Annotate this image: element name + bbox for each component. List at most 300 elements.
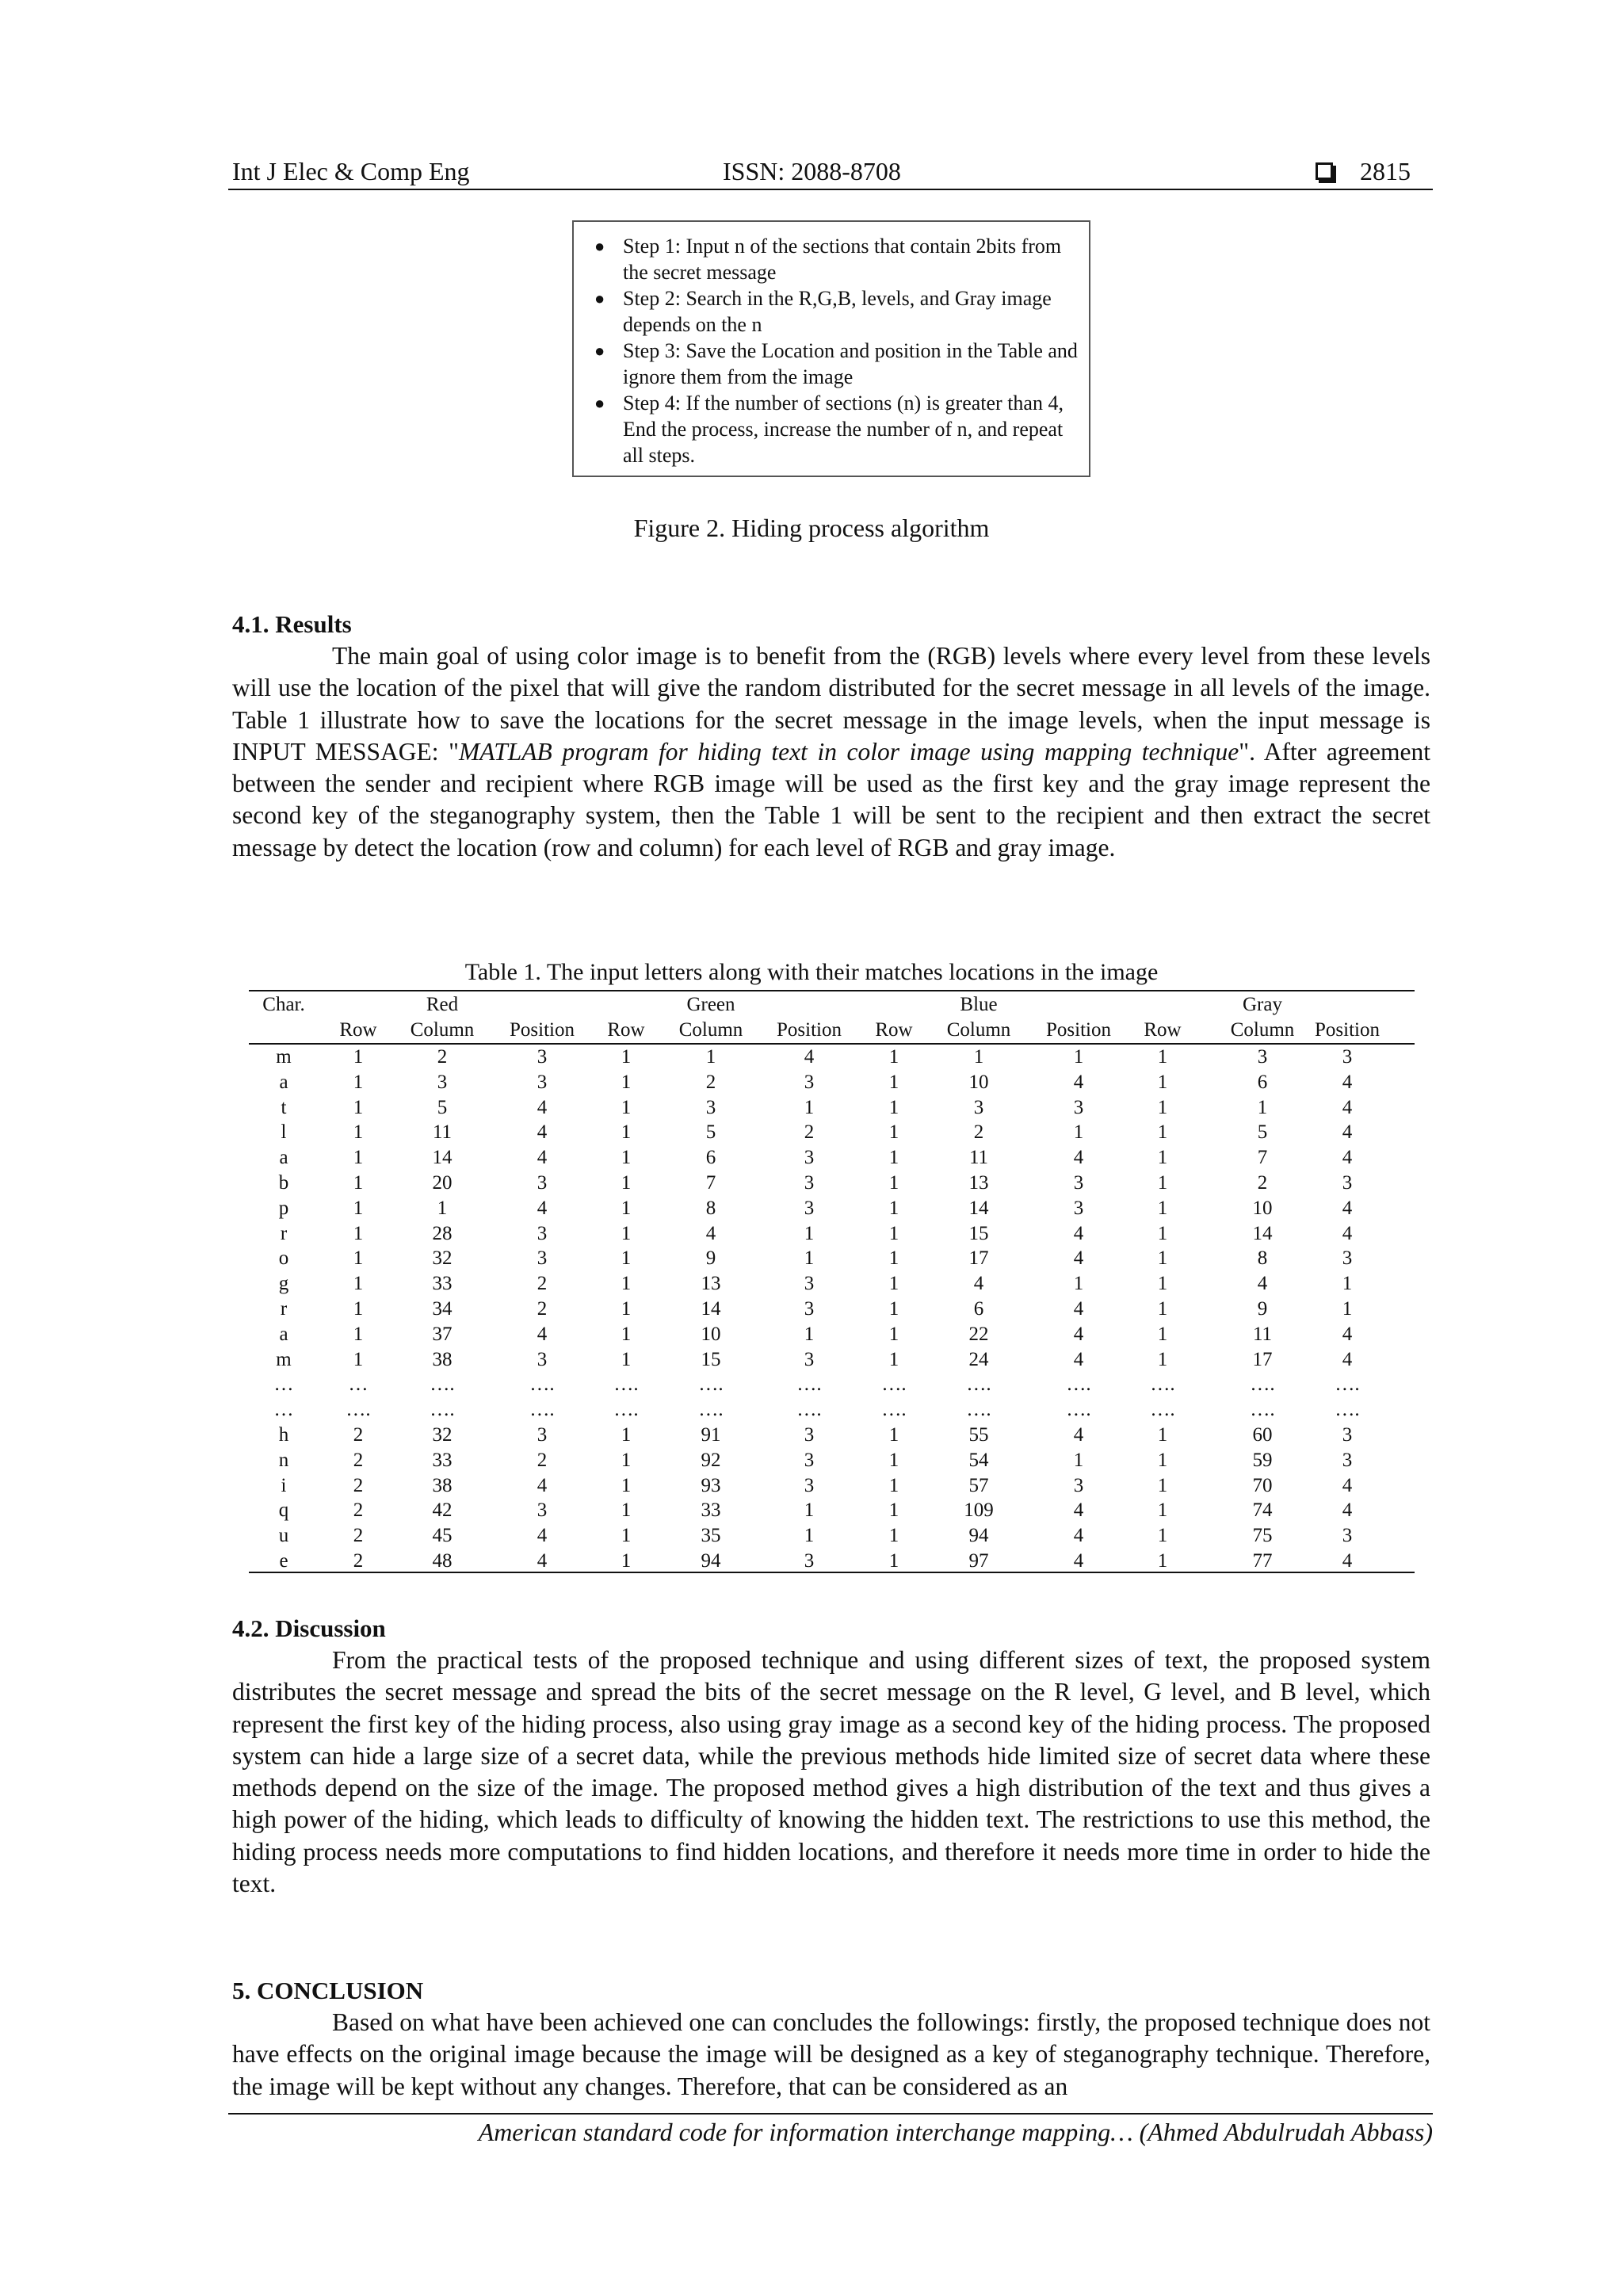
table-char-cell: m bbox=[276, 1348, 292, 1370]
table-cell: 1 bbox=[1157, 1424, 1168, 1446]
table-cell: …. bbox=[529, 1399, 555, 1421]
table-cell: 4 bbox=[537, 1550, 548, 1572]
table-char-cell: i bbox=[281, 1474, 287, 1496]
table-char-cell: l bbox=[281, 1121, 287, 1144]
table-cell: 6 bbox=[973, 1298, 984, 1320]
table-cell: 1 bbox=[353, 1247, 364, 1270]
table-cell: 3 bbox=[804, 1071, 815, 1093]
table-cell: 1 bbox=[1342, 1273, 1353, 1295]
table-cell: 1 bbox=[804, 1323, 815, 1345]
table-cell: 15 bbox=[701, 1348, 721, 1370]
algorithm-step bbox=[588, 285, 1078, 338]
table-cell: 3 bbox=[804, 1298, 815, 1320]
table-cell: 1 bbox=[888, 1474, 899, 1496]
table-cell: 34 bbox=[432, 1298, 453, 1320]
table-cell: 1 bbox=[888, 1424, 899, 1446]
table-cell: 1 bbox=[621, 1071, 632, 1093]
table-char-cell: u bbox=[278, 1525, 289, 1547]
table-cell: 4 bbox=[1342, 1323, 1353, 1345]
discussion-heading: 4.2. Discussion bbox=[232, 1614, 386, 1642]
table-cell: 4 bbox=[705, 1222, 716, 1244]
page-number-group bbox=[1316, 155, 1411, 187]
table-cell: 3 bbox=[1342, 1247, 1353, 1270]
table-cell: 3 bbox=[804, 1172, 815, 1194]
table-cell: 91 bbox=[701, 1424, 721, 1446]
table-cell: 2 bbox=[353, 1424, 364, 1446]
table-cell: 1 bbox=[621, 1222, 632, 1244]
table-cell: 14 bbox=[432, 1147, 453, 1169]
table-cell: 3 bbox=[537, 1499, 548, 1522]
table-char-cell: a bbox=[279, 1323, 288, 1345]
table-cell: 2 bbox=[353, 1449, 364, 1471]
table-cell: 1 bbox=[353, 1096, 364, 1118]
table-cell: 1 bbox=[1073, 1273, 1084, 1295]
results-text-end: ". After agreement between the sender and recipient where RGB image will be used as the first key and the gray image represent the second key of the steganography system, then the Table 1 will be sent to the recipient and then extract the secret message by detect the location (row and column) for each level of RGB and gray image. bbox=[232, 737, 1430, 861]
footer-rule bbox=[228, 2113, 1433, 2115]
table-cell: 1 bbox=[888, 1046, 899, 1068]
table-cell: 1 bbox=[705, 1046, 716, 1068]
header-rule bbox=[228, 189, 1433, 190]
table-cell: …. bbox=[1150, 1399, 1175, 1421]
algorithm-step bbox=[588, 233, 1078, 285]
group-header-green: Green bbox=[686, 994, 735, 1015]
bullet-icon: ● bbox=[594, 236, 605, 256]
table-cell: 2 bbox=[804, 1121, 815, 1144]
column-header-position: Position bbox=[1046, 1019, 1111, 1041]
table-cell: 1 bbox=[621, 1046, 632, 1068]
group-header-blue: Blue bbox=[960, 994, 998, 1015]
table-cell: 3 bbox=[1257, 1046, 1268, 1068]
table-cell: 1 bbox=[353, 1046, 364, 1068]
algorithm-step bbox=[588, 338, 1078, 390]
column-header-column: Column bbox=[678, 1019, 743, 1041]
table-cell: 3 bbox=[804, 1474, 815, 1496]
table-cell: 2 bbox=[353, 1550, 364, 1572]
table-cell: 93 bbox=[701, 1474, 721, 1496]
table-cell: 3 bbox=[804, 1197, 815, 1219]
table-top-rule bbox=[249, 990, 1415, 991]
table-cell: …. bbox=[881, 1399, 907, 1421]
column-header-row: Row bbox=[607, 1019, 645, 1041]
table-cell: 33 bbox=[701, 1499, 721, 1522]
table-cell: …. bbox=[1066, 1373, 1091, 1396]
step-text: Step 2: Search in the R,G,B, levels, and Gray image depends on the n bbox=[623, 287, 1052, 336]
table-cell: 9 bbox=[1257, 1298, 1268, 1320]
table-cell: 24 bbox=[968, 1348, 989, 1370]
table-cell: 4 bbox=[537, 1323, 548, 1345]
table-cell: 1 bbox=[1157, 1096, 1168, 1118]
table-cell: 1 bbox=[1157, 1197, 1168, 1219]
column-header-column: Column bbox=[1230, 1019, 1295, 1041]
table-cell: 1 bbox=[621, 1550, 632, 1572]
table-cell: 1 bbox=[804, 1096, 815, 1118]
journal-name: Int J Elec & Comp Eng bbox=[232, 157, 470, 185]
table-cell: 3 bbox=[437, 1071, 448, 1093]
table-cell: …. bbox=[1250, 1373, 1275, 1396]
table-cell: 5 bbox=[437, 1096, 448, 1118]
table-cell: 1 bbox=[1157, 1046, 1168, 1068]
table-cell: 14 bbox=[1252, 1222, 1273, 1244]
table-cell: 1 bbox=[888, 1323, 899, 1345]
table-cell: 11 bbox=[968, 1147, 989, 1169]
table-cell: 1 bbox=[1073, 1121, 1084, 1144]
table-cell: 33 bbox=[432, 1273, 453, 1295]
table-cell: 2 bbox=[353, 1499, 364, 1522]
table-cell: 7 bbox=[1257, 1147, 1268, 1169]
table-cell: 1 bbox=[888, 1096, 899, 1118]
table-cell: 3 bbox=[1342, 1046, 1353, 1068]
table-cell: 1 bbox=[888, 1197, 899, 1219]
table-cell: 3 bbox=[1342, 1172, 1353, 1194]
table-cell: 13 bbox=[968, 1172, 989, 1194]
table-cell: 1 bbox=[353, 1273, 364, 1295]
table-cell: 2 bbox=[1257, 1172, 1268, 1194]
table-cell: 3 bbox=[537, 1046, 548, 1068]
table-cell: 94 bbox=[968, 1525, 989, 1547]
table-char-cell: q bbox=[278, 1499, 289, 1522]
table-char-cell: o bbox=[278, 1247, 289, 1270]
table-char-cell: … bbox=[273, 1399, 294, 1421]
table-char-cell: r bbox=[280, 1222, 288, 1244]
table-char-cell: … bbox=[273, 1373, 294, 1396]
table-char-cell: e bbox=[279, 1550, 288, 1572]
table-cell: 1 bbox=[1157, 1323, 1168, 1345]
table-cell: 2 bbox=[705, 1071, 716, 1093]
group-header-red: Red bbox=[426, 994, 459, 1015]
table-cell: 14 bbox=[701, 1298, 721, 1320]
bullet-icon: ● bbox=[594, 341, 605, 361]
table-cell: 2 bbox=[973, 1121, 984, 1144]
table-cell: 28 bbox=[432, 1222, 453, 1244]
table-cell: 42 bbox=[432, 1499, 453, 1522]
table-cell: 97 bbox=[968, 1550, 989, 1572]
table-cell: 2 bbox=[353, 1525, 364, 1547]
table-cell: 37 bbox=[432, 1323, 453, 1345]
table-cell: 4 bbox=[1342, 1474, 1353, 1496]
table-cell: 2 bbox=[537, 1273, 548, 1295]
table-cell: 7 bbox=[705, 1172, 716, 1194]
table-cell: 10 bbox=[968, 1071, 989, 1093]
table-cell: 4 bbox=[1073, 1550, 1084, 1572]
table-cell: 4 bbox=[537, 1147, 548, 1169]
table-char-cell: b bbox=[278, 1172, 289, 1194]
column-header-position: Position bbox=[1315, 1019, 1380, 1041]
column-header-row: Row bbox=[875, 1019, 913, 1041]
table-cell: 4 bbox=[1073, 1323, 1084, 1345]
table-cell: 4 bbox=[973, 1273, 984, 1295]
table-cell: 2 bbox=[437, 1046, 448, 1068]
table-cell: 1 bbox=[888, 1222, 899, 1244]
table-cell: 94 bbox=[701, 1550, 721, 1572]
table-cell: 1 bbox=[888, 1147, 899, 1169]
table-cell: 32 bbox=[432, 1424, 453, 1446]
table-char-cell: g bbox=[278, 1273, 289, 1295]
table-cell: 1 bbox=[621, 1424, 632, 1446]
table-cell: 4 bbox=[537, 1525, 548, 1547]
table-cell: …. bbox=[698, 1399, 724, 1421]
table-cell: 1 bbox=[621, 1247, 632, 1270]
table-cell: 1 bbox=[888, 1172, 899, 1194]
table-cell: 5 bbox=[705, 1121, 716, 1144]
table-cell: …. bbox=[346, 1399, 371, 1421]
table-cell: 3 bbox=[537, 1222, 548, 1244]
table-cell: 1 bbox=[888, 1550, 899, 1572]
table-char-cell: n bbox=[278, 1449, 289, 1471]
table-cell: 1 bbox=[1157, 1172, 1168, 1194]
table-cell: 1 bbox=[621, 1273, 632, 1295]
table-cell: 3 bbox=[1073, 1096, 1084, 1118]
table-cell: 3 bbox=[1073, 1172, 1084, 1194]
table-cell: 8 bbox=[705, 1197, 716, 1219]
column-header-position: Position bbox=[510, 1019, 575, 1041]
table-cell: 3 bbox=[804, 1348, 815, 1370]
table-char-cell: r bbox=[280, 1298, 288, 1320]
table-cell: 4 bbox=[1073, 1499, 1084, 1522]
table-cell: 2 bbox=[537, 1449, 548, 1471]
table-cell: 1 bbox=[621, 1121, 632, 1144]
issn: ISSN: 2088-8708 bbox=[723, 157, 901, 185]
table-cell: 2 bbox=[353, 1474, 364, 1496]
table-cell: 4 bbox=[804, 1046, 815, 1068]
table-cell: 4 bbox=[1073, 1424, 1084, 1446]
table-cell: 1 bbox=[888, 1449, 899, 1471]
table-cell: 32 bbox=[432, 1247, 453, 1270]
table-cell: 1 bbox=[353, 1298, 364, 1320]
table-cell: 1 bbox=[621, 1298, 632, 1320]
table-cell: 1 bbox=[621, 1147, 632, 1169]
table-cell: 1 bbox=[353, 1323, 364, 1345]
algorithm-steps bbox=[588, 233, 1078, 468]
table-cell: 1 bbox=[888, 1298, 899, 1320]
table-cell: 1 bbox=[888, 1499, 899, 1522]
table-cell: 4 bbox=[537, 1197, 548, 1219]
table-cell: 3 bbox=[537, 1247, 548, 1270]
table-cell: 1 bbox=[1157, 1474, 1168, 1496]
table-char-cell: a bbox=[279, 1071, 288, 1093]
page-number: 2815 bbox=[1360, 157, 1411, 185]
table-cell: …. bbox=[698, 1373, 724, 1396]
table-cell: 1 bbox=[621, 1499, 632, 1522]
table-cell: 4 bbox=[1073, 1147, 1084, 1169]
table-cell: 1 bbox=[621, 1323, 632, 1345]
table-cell: 2 bbox=[537, 1298, 548, 1320]
table-cell: 48 bbox=[432, 1550, 453, 1572]
table-cell: 4 bbox=[537, 1096, 548, 1118]
column-header-row: Row bbox=[1144, 1019, 1182, 1041]
table-cell: …. bbox=[613, 1399, 639, 1421]
table-cell: 10 bbox=[1252, 1197, 1273, 1219]
running-title: American standard code for information interchange mapping… (Ahmed Abdulrudah Abbass) bbox=[478, 2118, 1433, 2146]
table-cell: 1 bbox=[1157, 1273, 1168, 1295]
table-cell: 1 bbox=[621, 1096, 632, 1118]
table-cell: 75 bbox=[1252, 1525, 1273, 1547]
results-italic-message: MATLAB program for hiding text in color image using mapping technique bbox=[458, 737, 1239, 766]
table-cell: 4 bbox=[1342, 1222, 1353, 1244]
table-cell: 1 bbox=[621, 1172, 632, 1194]
table-cell: 4 bbox=[1342, 1071, 1353, 1093]
table-char-cell: t bbox=[281, 1096, 287, 1118]
table-cell: 1 bbox=[1342, 1298, 1353, 1320]
table-cell: 4 bbox=[1342, 1550, 1353, 1572]
table-cell: … bbox=[348, 1373, 369, 1396]
table-cell: 60 bbox=[1252, 1424, 1273, 1446]
table-cell: …. bbox=[430, 1373, 455, 1396]
table-cell: …. bbox=[1335, 1399, 1360, 1421]
table-cell: 4 bbox=[1073, 1247, 1084, 1270]
table-cell: 1 bbox=[888, 1071, 899, 1093]
bullet-icon: ● bbox=[594, 288, 605, 308]
table-cell: 1 bbox=[1157, 1449, 1168, 1471]
table-cell: 1 bbox=[1157, 1222, 1168, 1244]
table-cell: …. bbox=[966, 1399, 991, 1421]
table-cell: 1 bbox=[353, 1147, 364, 1169]
table-cell: 38 bbox=[432, 1348, 453, 1370]
table-cell: 20 bbox=[432, 1172, 453, 1194]
table-char-cell: h bbox=[278, 1424, 289, 1446]
table-cell: 1 bbox=[804, 1499, 815, 1522]
table-cell: …. bbox=[966, 1373, 991, 1396]
table-cell: 3 bbox=[804, 1147, 815, 1169]
table-cell: 4 bbox=[1073, 1222, 1084, 1244]
table-cell: 3 bbox=[804, 1550, 815, 1572]
table-cell: 4 bbox=[1073, 1071, 1084, 1093]
table-cell: 1 bbox=[353, 1348, 364, 1370]
table-cell: 3 bbox=[1342, 1424, 1353, 1446]
table-cell: 3 bbox=[1073, 1197, 1084, 1219]
table-cell: 15 bbox=[968, 1222, 989, 1244]
table-cell: 74 bbox=[1252, 1499, 1273, 1522]
table-cell: 1 bbox=[1257, 1096, 1268, 1118]
table-cell: 3 bbox=[537, 1071, 548, 1093]
step-text: Step 3: Save the Location and position in the Table and ignore them from the image bbox=[623, 339, 1078, 388]
column-header-row: Row bbox=[339, 1019, 377, 1041]
table-cell: …. bbox=[796, 1399, 822, 1421]
table-cell: 14 bbox=[968, 1197, 989, 1219]
table-cell: 6 bbox=[1257, 1071, 1268, 1093]
table-cell: 1 bbox=[353, 1071, 364, 1093]
table-cell: 1 bbox=[1157, 1298, 1168, 1320]
table-cell: 6 bbox=[705, 1147, 716, 1169]
table-cell: 1 bbox=[888, 1247, 899, 1270]
table-cell: 3 bbox=[804, 1424, 815, 1446]
table-cell: 4 bbox=[1342, 1096, 1353, 1118]
char-column-header: Char. bbox=[262, 994, 305, 1015]
table-cell: 4 bbox=[1342, 1499, 1353, 1522]
table-cell: 4 bbox=[1342, 1348, 1353, 1370]
square-icon bbox=[1316, 162, 1333, 180]
table-cell: 3 bbox=[804, 1273, 815, 1295]
table-cell: 1 bbox=[621, 1197, 632, 1219]
table-cell: 4 bbox=[1073, 1525, 1084, 1547]
table-cell: 4 bbox=[1342, 1147, 1353, 1169]
table-cell: 11 bbox=[1252, 1323, 1273, 1345]
table-cell: 33 bbox=[432, 1449, 453, 1471]
table-cell: 1 bbox=[804, 1247, 815, 1270]
table-cell: 1 bbox=[1157, 1147, 1168, 1169]
table-cell: 1 bbox=[621, 1449, 632, 1471]
table-cell: 1 bbox=[804, 1525, 815, 1547]
table-cell: …. bbox=[1335, 1373, 1360, 1396]
table-cell: 3 bbox=[537, 1424, 548, 1446]
table-cell: 9 bbox=[705, 1247, 716, 1270]
algorithm-step bbox=[588, 390, 1078, 468]
table-cell: 1 bbox=[1157, 1121, 1168, 1144]
table-cell: 3 bbox=[1073, 1474, 1084, 1496]
table-cell: 3 bbox=[537, 1172, 548, 1194]
table-cell: 1 bbox=[1073, 1449, 1084, 1471]
column-header-column: Column bbox=[946, 1019, 1011, 1041]
table-cell: 1 bbox=[1157, 1525, 1168, 1547]
conclusion-paragraph: Based on what have been achieved one can concludes the followings: firstly, the proposed technique does not have effects on the original image because the image will be designed as a key of steganography technique. Therefore, the image will be kept without any changes. Therefore, that can be considered as an bbox=[232, 2008, 1430, 2100]
algorithm-figure bbox=[572, 220, 1090, 477]
figure-caption: Figure 2. Hiding process algorithm bbox=[633, 514, 990, 542]
step-text: Step 4: If the number of sections (n) is greater than 4, End the process, increase the number of n, and repeat all steps. bbox=[623, 392, 1064, 467]
table-cell: 1 bbox=[1157, 1071, 1168, 1093]
table-cell: 3 bbox=[537, 1348, 548, 1370]
table-cell: …. bbox=[796, 1373, 822, 1396]
table-cell: …. bbox=[1066, 1399, 1091, 1421]
table-cell: 3 bbox=[1342, 1449, 1353, 1471]
table-cell: 1 bbox=[888, 1525, 899, 1547]
bullet-icon: ● bbox=[594, 393, 605, 413]
table-cell: 4 bbox=[1073, 1348, 1084, 1370]
table-cell: 1 bbox=[353, 1222, 364, 1244]
results-text: The main goal of using color image is to benefit from the (RGB) levels where every level from these levels will use the location of the pixel that will give the random distributed for the secret message in all levels of the image. Table 1 illustrate how to save the locations for the secret message in the image levels, when the input message is INPUT MESSAGE: " bbox=[232, 642, 1430, 766]
table-cell: 8 bbox=[1257, 1247, 1268, 1270]
table-cell: 4 bbox=[1342, 1121, 1353, 1144]
group-header-gray: Gray bbox=[1243, 994, 1282, 1015]
table-cell: 3 bbox=[1342, 1525, 1353, 1547]
column-header-position: Position bbox=[777, 1019, 842, 1041]
table-cell: 55 bbox=[968, 1424, 989, 1446]
step-text: Step 1: Input n of the sections that contain 2bits from the secret message bbox=[623, 235, 1062, 284]
table-cell: 1 bbox=[437, 1197, 448, 1219]
table-cell: 70 bbox=[1252, 1474, 1273, 1496]
table-char-cell: m bbox=[276, 1046, 292, 1068]
table-cell: 1 bbox=[621, 1474, 632, 1496]
table-cell: …. bbox=[529, 1373, 555, 1396]
results-heading: 4.1. Results bbox=[232, 610, 352, 638]
column-header-column: Column bbox=[410, 1019, 475, 1041]
table-cell: 17 bbox=[1252, 1348, 1273, 1370]
table-cell: 4 bbox=[537, 1474, 548, 1496]
table-cell: 1 bbox=[353, 1121, 364, 1144]
table-cell: 5 bbox=[1257, 1121, 1268, 1144]
table-cell: 54 bbox=[968, 1449, 989, 1471]
table-cell: 1 bbox=[973, 1046, 984, 1068]
table-cell: 1 bbox=[888, 1348, 899, 1370]
table-cell: 77 bbox=[1252, 1550, 1273, 1572]
table-cell: 1 bbox=[621, 1348, 632, 1370]
table-cell: 3 bbox=[804, 1449, 815, 1471]
table-cell: 1 bbox=[1073, 1046, 1084, 1068]
table-cell: 4 bbox=[1073, 1298, 1084, 1320]
table-char-cell: a bbox=[279, 1147, 288, 1169]
table-cell: 1 bbox=[888, 1121, 899, 1144]
table-cell: 1 bbox=[621, 1525, 632, 1547]
results-paragraph bbox=[232, 640, 1430, 864]
table-cell: 1 bbox=[1157, 1499, 1168, 1522]
table-cell: 22 bbox=[968, 1323, 989, 1345]
discussion-paragraph: From the practical tests of the proposed technique and using different sizes of text, the proposed system distributes the secret message and spread the bits of the secret message on the R level, G level, and B level, which represent the first key of the hiding process, also using gray image as a second key of the hiding process. The proposed system can hide a large size of a secret data, while the previous methods hide limited size of secret data where these methods depend on the size of the image. The proposed method gives a high distribution of the text and thus gives a high power of the hiding, which leads to difficulty of knowing the hidden text. The restrictions to use this method, the hiding process needs more computations to find hidden locations, and therefore it needs more time in order to hide the text. bbox=[232, 1646, 1430, 1898]
table-cell: 92 bbox=[701, 1449, 721, 1471]
table-cell: 17 bbox=[968, 1247, 989, 1270]
table-cell: 13 bbox=[701, 1273, 721, 1295]
table-cell: …. bbox=[1150, 1373, 1175, 1396]
table-cell: 3 bbox=[973, 1096, 984, 1118]
table-cell: …. bbox=[613, 1373, 639, 1396]
table-title: Table 1. The input letters along with their matches locations in the image bbox=[464, 959, 1159, 985]
